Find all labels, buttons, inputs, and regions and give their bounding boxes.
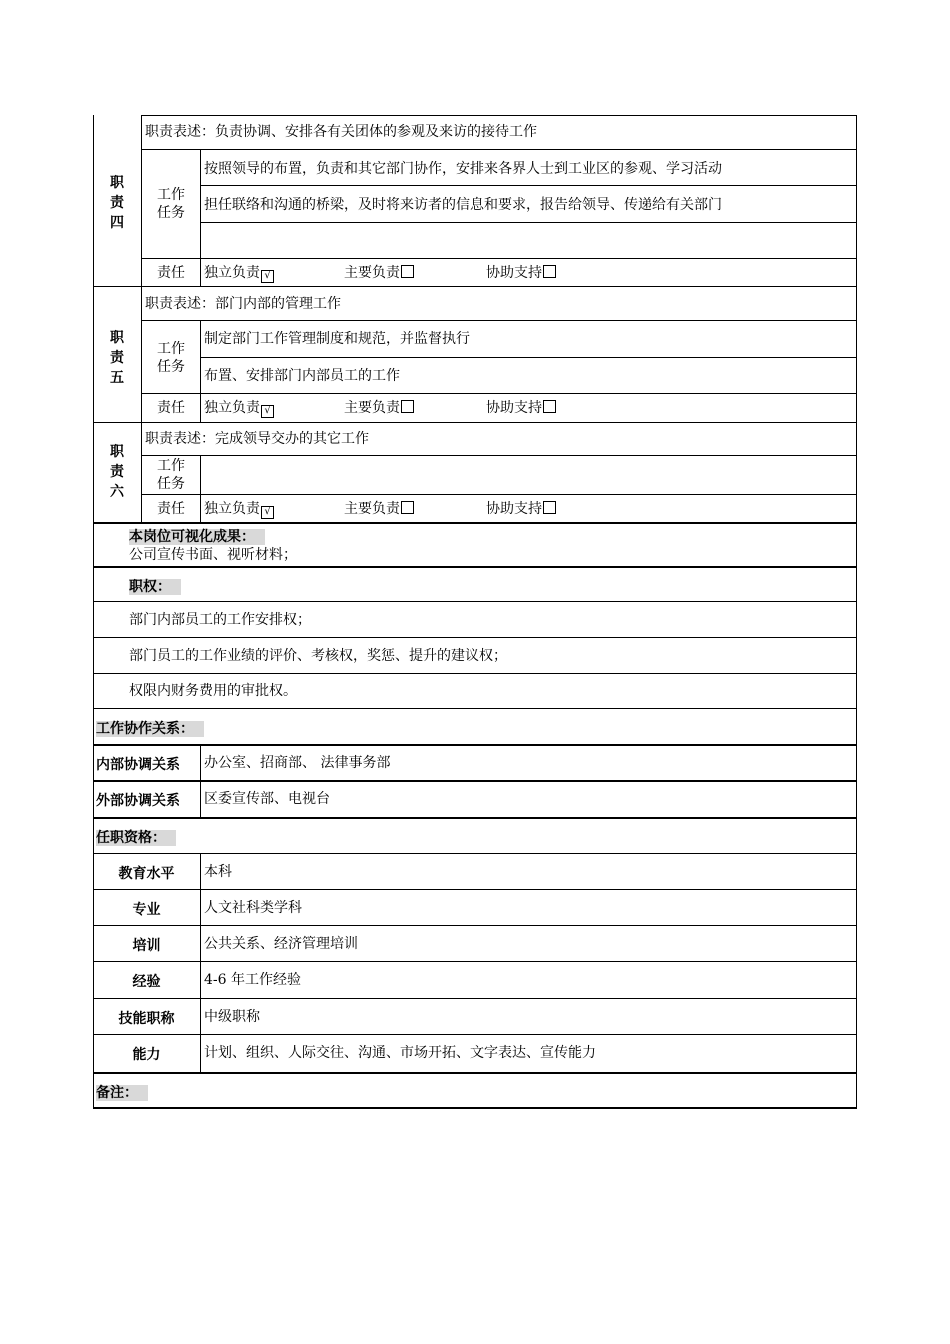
duty4-task-2: 担任联络和沟通的桥梁，及时将来访者的信息和要求，报告给领导、传递给有关部门 (204, 197, 722, 213)
duty5-responsibility-label: 责任 (157, 400, 185, 416)
rule (141, 494, 857, 495)
rule (200, 357, 857, 358)
rule (141, 455, 857, 456)
checkbox-empty-icon (401, 265, 414, 278)
duty6-main-option: 主要负责 (344, 500, 414, 518)
duty5-label: 职 责 五 (110, 330, 124, 386)
rule (93, 1034, 857, 1035)
rule (93, 853, 857, 854)
duty4-main-option: 主要负责 (344, 264, 414, 282)
duty6-task-label: 工作 任务 (157, 458, 185, 492)
internal-collab-value: 办公室、招商部、 法律事务部 (204, 755, 391, 771)
qual-value-education: 本科 (204, 864, 232, 880)
visible-results-content: 公司宣传书面、视听材料； (129, 547, 297, 563)
rule (93, 566, 857, 568)
duty5-task-1: 制定部门工作管理制度和规范，并监督执行 (204, 331, 470, 347)
checkbox-empty-icon (543, 265, 556, 278)
duty4-responsibility-label: 责任 (157, 265, 185, 281)
internal-collab-label: 内部协调关系 (96, 757, 180, 773)
duty5-main-option: 主要负责 (344, 399, 414, 417)
task-divider (200, 455, 201, 522)
rule (93, 780, 857, 782)
qual-label-title: 技能职称 (118, 1011, 175, 1027)
duty6-label: 职 责 六 (110, 444, 124, 500)
duty4-description: 职责表述：负责协调、安排各有关团体的参观及来访的接待工作 (145, 124, 537, 140)
qual-value-major: 人文社科类学科 (204, 900, 302, 916)
qual-label-major: 专业 (132, 902, 161, 918)
rule (93, 925, 857, 926)
rule (93, 1107, 857, 1109)
checkbox-empty-icon (401, 400, 414, 413)
notes-heading: 备注： (96, 1082, 148, 1102)
task-divider (200, 320, 201, 422)
rule (93, 708, 857, 709)
visible-results-heading: 本岗位可视化成果： (129, 526, 265, 546)
rule (141, 149, 857, 150)
qual-value-title: 中级职称 (204, 1009, 260, 1025)
duty5-assist-option: 协助支持 (486, 399, 556, 417)
rule (93, 522, 857, 524)
qual-label-training: 培训 (132, 938, 161, 954)
rule (93, 422, 857, 423)
rule (93, 637, 857, 638)
qual-label-ability: 能力 (132, 1047, 161, 1063)
checkbox-checked-icon: √ (261, 270, 274, 283)
rule (141, 115, 857, 116)
rule (93, 601, 857, 602)
rule (93, 744, 857, 746)
qual-value-experience: 4-6 年工作经验 (204, 972, 301, 988)
duty4-assist-option: 协助支持 (486, 264, 556, 282)
rule (141, 393, 857, 394)
duty4-label: 职 责 四 (110, 175, 124, 231)
rule (93, 673, 857, 674)
duty5-description: 职责表述：部门内部的管理工作 (145, 296, 341, 312)
qual-value-training: 公共关系、经济管理培训 (204, 936, 358, 952)
rule (93, 286, 857, 287)
authority-item-2: 部门员工的工作业绩的评价、考核权，奖惩、提升的建议权； (129, 648, 507, 664)
authority-heading: 职权： (129, 576, 181, 596)
checkbox-checked-icon: √ (261, 506, 274, 519)
checkbox-empty-icon (543, 501, 556, 514)
duty6-assist-option: 协助支持 (486, 500, 556, 518)
external-collab-value: 区委宣传部、电视台 (204, 791, 330, 807)
authority-item-1: 部门内部员工的工作安排权； (129, 612, 311, 628)
checkbox-empty-icon (401, 501, 414, 514)
rule (93, 998, 857, 999)
collaboration-heading: 工作协作关系： (96, 718, 204, 738)
rule (93, 817, 857, 819)
qual-label-education: 教育水平 (118, 866, 175, 882)
qualifications-heading: 任职资格： (96, 827, 176, 847)
outer-right-border (856, 115, 857, 1109)
rule (141, 258, 857, 259)
rule (200, 185, 857, 186)
qual-value-ability: 计划、组织、人际交往、沟通、市场开拓、文字表达、宣传能力 (204, 1045, 596, 1061)
rule (93, 961, 857, 962)
checkbox-checked-icon: √ (261, 405, 274, 418)
duty6-independent-option: 独立负责 √ (204, 500, 274, 519)
duty5-independent-option: 独立负责 √ (204, 399, 274, 418)
duty4-task-label: 工作 任务 (157, 187, 185, 221)
task-divider (200, 149, 201, 286)
outer-left-border (93, 115, 94, 1109)
duty6-responsibility-label: 责任 (157, 501, 185, 517)
external-collab-label: 外部协调关系 (96, 793, 180, 809)
rule (93, 889, 857, 890)
qual-label-experience: 经验 (132, 974, 161, 990)
duty4-independent-option: 独立负责 √ (204, 264, 274, 283)
rule (141, 320, 857, 321)
checkbox-empty-icon (543, 400, 556, 413)
duty5-task-2: 布置、安排部门内部员工的工作 (204, 368, 400, 384)
qual-divider (200, 853, 201, 1072)
authority-item-3: 权限内财务费用的审批权。 (129, 683, 297, 699)
duty4-task-1: 按照领导的布置，负责和其它部门协作，安排来各界人士到工业区的参观、学习活动 (204, 161, 722, 177)
rule (93, 1072, 857, 1074)
duty5-task-label: 工作 任务 (157, 341, 185, 375)
rule (200, 222, 857, 223)
duty6-description: 职责表述：完成领导交办的其它工作 (145, 431, 369, 447)
